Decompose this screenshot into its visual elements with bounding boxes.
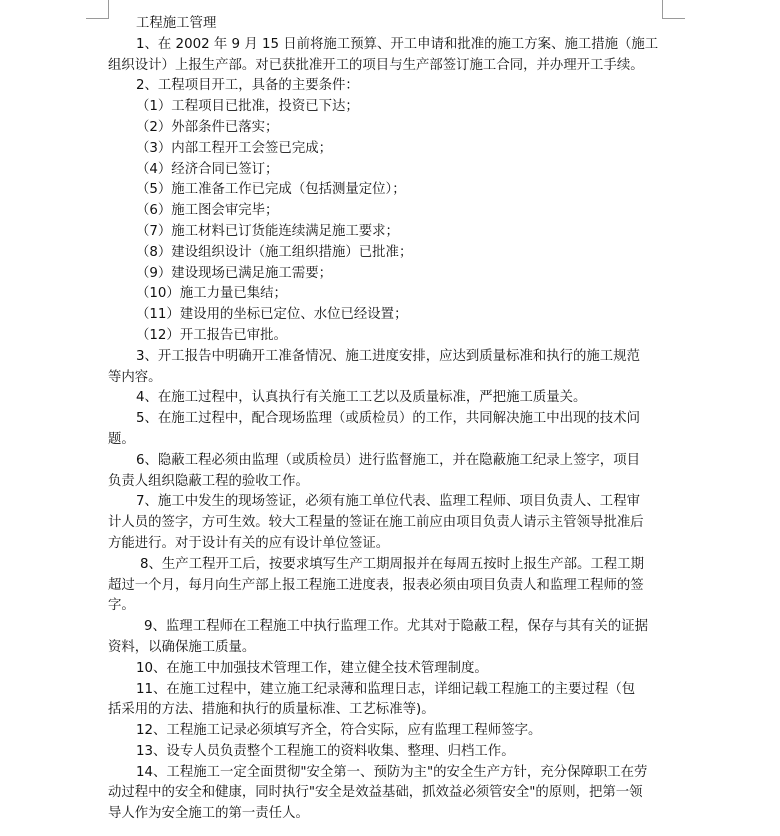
page-corner-mark-right — [662, 0, 685, 19]
text-line: 组织设计）上报生产部。对已获批准开工的项目与生产部签订施工合同，并办理开工手续。 — [108, 57, 644, 73]
text-line: 题。 — [108, 431, 135, 447]
text-line: 6、隐蔽工程必须由监理（或质检员）进行监督施工，并在隐蔽施工纪录上签字，项目 — [136, 452, 640, 468]
text-line: （4）经济合同已签订； — [136, 161, 279, 177]
text-line: （11）建设用的坐标已定位、水位已经设置； — [136, 307, 408, 323]
text-line: 13、设专人员负责整个工程施工的资料收集、整理、归档工作。 — [136, 743, 515, 759]
text-line: （3）内部工程开工会签已完成； — [136, 140, 332, 156]
document-title: 工程施工管理 — [136, 16, 217, 31]
text-line: 导人作为安全施工的第一责任人。 — [108, 806, 309, 822]
text-line: 11、在施工过程中，建立施工纪录薄和监理日志，详细记载工程施工的主要过程（包 — [136, 681, 636, 697]
text-line: （6）施工图会审完毕； — [136, 203, 279, 219]
text-line: 方能进行。对于设计有关的应有设计单位签证。 — [108, 535, 390, 551]
text-line: 1、在 2002 年 9 月 15 日前将施工预算、开工申请和批准的施工方案、施工措施（施工 — [136, 36, 659, 52]
text-line: 括采用的方法、措施和执行的质量标准、工艺标准等)。 — [108, 702, 435, 718]
text-line: 2、工程项目开工，具备的主要条件： — [136, 78, 359, 94]
text-line: 8、生产工程开工后，按要求填写生产工期周报并在每周五按时上报生产部。工程工期 — [140, 556, 644, 572]
text-line: （9）建设现场已满足施工需要； — [136, 265, 332, 281]
text-line: （2）外部条件已落实； — [136, 119, 279, 135]
text-line: 14、工程施工一定全面贯彻"安全第一、预防为主"的安全生产方针，充分保障职工在劳 — [136, 764, 648, 780]
text-line: 计人员的签字，方可生效。较大工程量的签证在施工前应由项目负责人请示主管领导批准后 — [108, 515, 644, 531]
text-line: （7）施工材料已订货能连续满足施工要求； — [136, 223, 399, 239]
text-line: 7、施工中发生的现场签证，必须有施工单位代表、监理工程师、项目负责人、工程审 — [136, 494, 640, 510]
text-line: 字。 — [108, 598, 135, 614]
text-line: （1）工程项目已批准，投资已下达； — [136, 99, 359, 115]
page-corner-mark-left — [86, 0, 109, 19]
text-line: 9、监理工程师在工程施工中执行监理工作。尤其对于隐蔽工程，保存与其有关的证据 — [144, 619, 648, 635]
text-line: 资料，以确保施工质量。 — [108, 639, 256, 655]
text-line: （10）施工力量已集结； — [136, 286, 287, 302]
document-body — [108, 14, 664, 825]
text-line: 5、在施工过程中，配合现场监理（或质检员）的工作，共同解决施工中出现的技术问 — [136, 411, 640, 427]
text-line: 4、在施工过程中，认真执行有关施工工艺以及质量标准，严把施工质量关。 — [136, 390, 587, 406]
text-line: 10、在施工中加强技术管理工作，建立健全技术管理制度。 — [136, 660, 488, 676]
text-line: 12、工程施工记录必须填写齐全，符合实际，应有监理工程师签字。 — [136, 723, 542, 739]
text-line: 负责人组织隐蔽工程的验收工作。 — [108, 473, 309, 489]
text-line: （5）施工准备工作已完成（包括测量定位）； — [136, 182, 406, 198]
text-line: （12）开工报告已审批。 — [136, 327, 287, 343]
text-line: 等内容。 — [108, 369, 162, 385]
text-line: 3、开工报告中明确开工准备情况、施工进度安排，应达到质量标准和执行的施工规范 — [136, 348, 640, 364]
text-line: 超过一个月，每月向生产部上报工程施工进度表，报表必须由项目负责人和监理工程师的签 — [108, 577, 644, 593]
text-line: （8）建设组织设计（施工组织措施）已批准； — [136, 244, 413, 260]
text-line: 动过程中的安全和健康，同时执行"安全是效益基础，抓效益必须管安全"的原则，把第一领 — [108, 785, 643, 801]
